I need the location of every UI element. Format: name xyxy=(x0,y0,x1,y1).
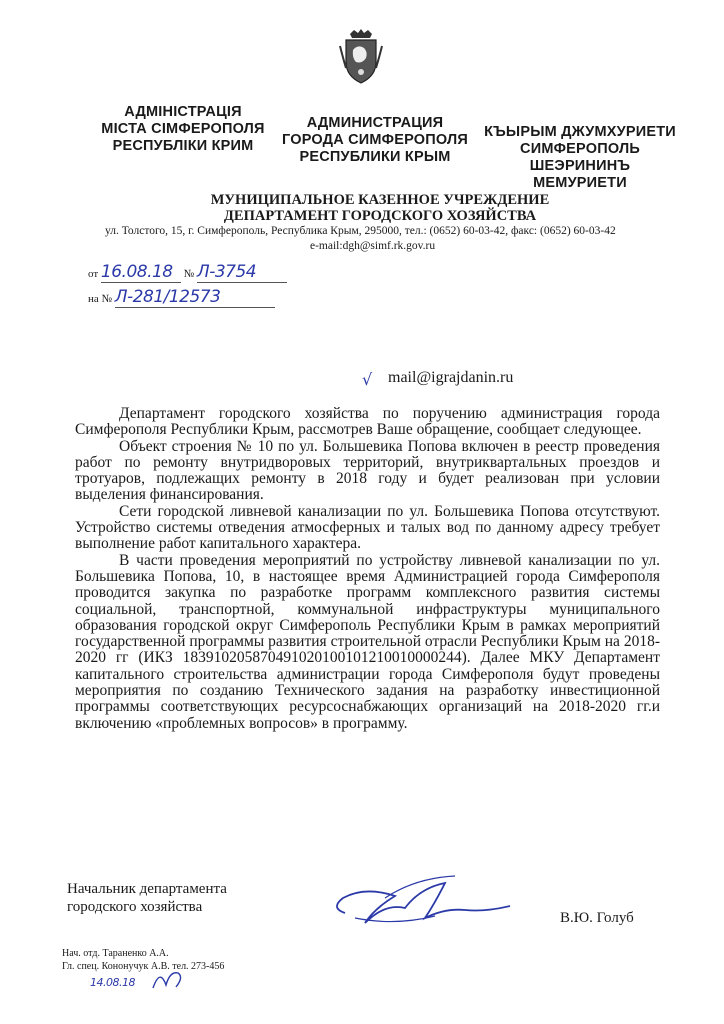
header-mid-line: АДМИНИСТРАЦИЯ xyxy=(306,115,444,131)
executor-line: Гл. спец. Кононучук А.В. тел. 273-456 xyxy=(62,961,225,972)
registration-ref xyxy=(88,287,275,308)
header-right-line: СИМФЕРОПОЛЬ xyxy=(520,141,640,157)
from-label: от xyxy=(88,268,99,280)
registration-date: 16.08.18 xyxy=(101,262,181,283)
registration-from xyxy=(88,262,287,283)
header-left-line: РЕСПУБЛІКИ КРИМ xyxy=(112,138,254,154)
check-mark-icon: √ xyxy=(362,370,373,389)
body-paragraph: В части проведения мероприятий по устройству ливневой канализации по ул. Большевика Попова, 10, в настоящее время Администрацией города Симферополя проводится закупка по разработке программ комплексного развития системы социальной, транспортной, коммунальной инфраструктуры муниципального образования городской округ Симферополь Республики Крым в рамках мероприятий государственной программы развития строительной отрасли Республики Крым на 2018-2020 гг (ИКЗ 183910205870491020100101210010000244). Далее МКУ Департамент капитального строительства администрации города Симферополя будут проведены мероприятия по созданию Технического задания на разработку инвестиционной программы соответствующих ресурсоснабжающих организаций на 2018-2020 гг.и включению «проблемных вопросов» в программу. xyxy=(75,551,660,732)
executors xyxy=(62,947,224,973)
org-name-line1: МУНИЦИПАЛЬНОЕ КАЗЕННОЕ УЧРЕЖДЕНИЕ xyxy=(210,192,550,208)
header-ukrainian xyxy=(88,104,278,155)
header-russian xyxy=(275,115,475,166)
header-left-line: АДМІНІСТРАЦІЯ xyxy=(124,104,242,120)
letter-body xyxy=(75,406,660,732)
signatory-title xyxy=(67,880,227,916)
body-paragraph: Объект строения № 10 по ул. Большевика Попова включен в реестр проведения работ по ремонту внутридворовых территорий, внутриквартальных проездов и тротуаров, подлежащих ремонту в 2018 году и будет реализован при условии выделения финансирования. xyxy=(75,437,660,504)
number-label: № xyxy=(183,268,195,280)
registration-ref-number: Л-281/12573 xyxy=(115,287,275,308)
header-right-line: МЕМУРИЕТИ xyxy=(533,175,627,191)
crimea-coat-of-arms-icon xyxy=(338,28,384,86)
executor-line: Нач. отд. Тараненко А.А. xyxy=(62,948,169,959)
org-name-line2: ДЕПАРТАМЕНТ ГОРОДСКОГО ХОЗЯЙСТВА xyxy=(223,208,537,224)
body-paragraph: Сети городской ливневой канализации по ул. Большевика Попова отсутствуют. Устройство системы отведения атмосферных и талых вод по данному адресу требует выполнение работ капитального характера. xyxy=(75,502,660,553)
ref-label: на № xyxy=(88,293,113,305)
header-crimean-tatar xyxy=(480,124,680,192)
initials-mark-icon xyxy=(148,963,188,993)
header-mid-line: РЕСПУБЛИКИ КРЫМ xyxy=(299,149,451,165)
header-right-line: КЪЫРЫМ ДЖУМХУРИЕТИ xyxy=(484,124,676,140)
header-left-line: МІСТА СІМФЕРОПОЛЯ xyxy=(101,121,265,137)
header-mid-line: ГОРОДА СИМФЕРОПОЛЯ xyxy=(281,132,469,148)
org-email: e-mail:dgh@simf.rk.gov.ru xyxy=(310,240,436,252)
signatory-name: В.Ю. Голуб xyxy=(560,910,634,926)
body-paragraph: Департамент городского хозяйства по поручению администрация города Симферополя Республики Крым, рассмотрев Ваше обращение, сообщает следующее. xyxy=(75,405,660,439)
header-right-line: ШЕЭРИНИНЪ xyxy=(529,158,631,174)
handwritten-signature-icon xyxy=(325,868,515,938)
org-address: ул. Толстого, 15, г. Симферополь, Республика Крым, 295000, тел.: (0652) 60-03-42, факс: (0652) 60-03-42 xyxy=(105,225,616,237)
signatory-title-line: Начальник департамента xyxy=(67,881,227,897)
signatory-title-line: городского хозяйства xyxy=(67,899,203,915)
recipient-email: mail@igrajdanin.ru xyxy=(388,369,514,386)
executor-date: 14.08.18 xyxy=(90,976,135,989)
registration-number: Л-3754 xyxy=(197,262,287,283)
